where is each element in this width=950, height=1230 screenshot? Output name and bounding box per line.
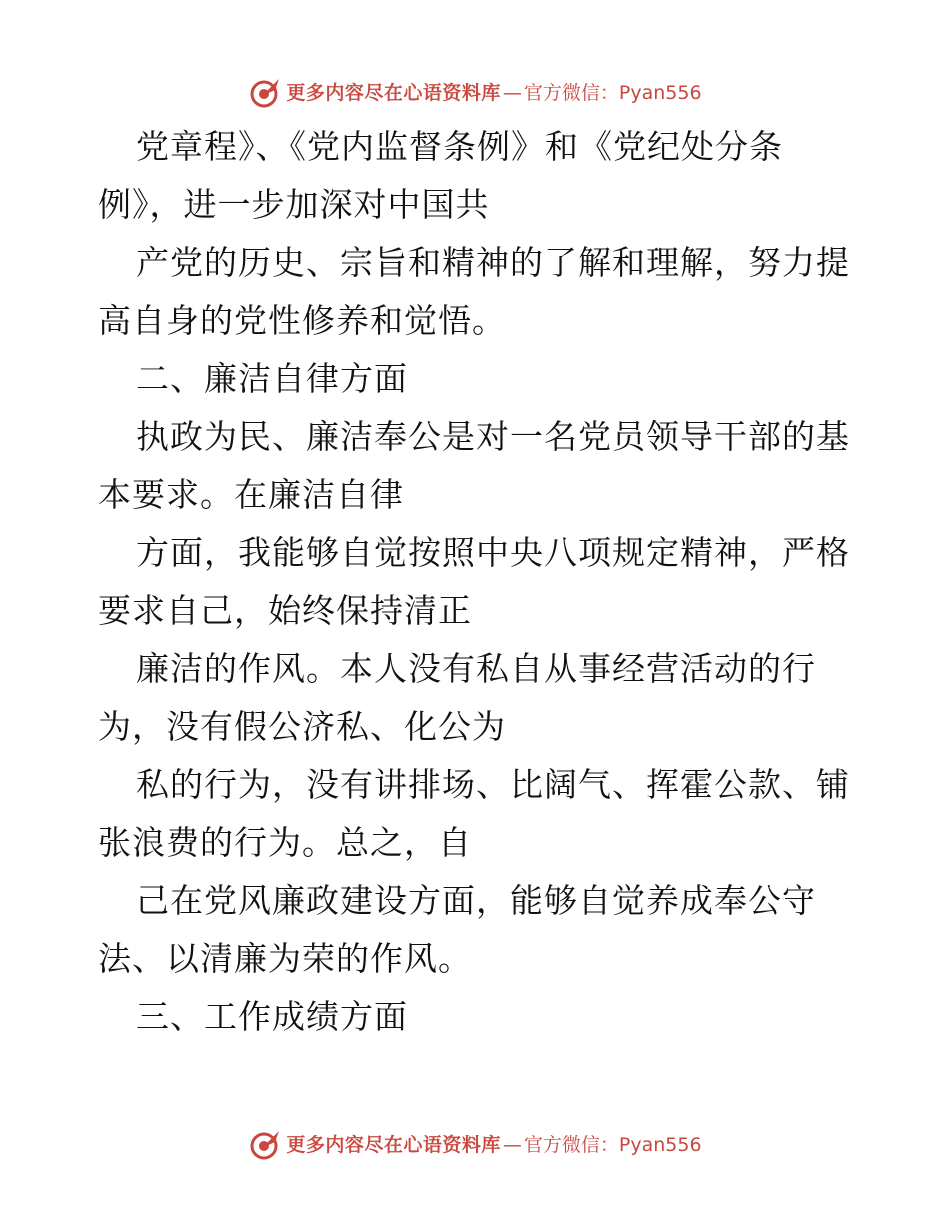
watermark-text: 更多内容尽在心语资料库 [286, 82, 501, 104]
watermark-wechat: 官方微信：Pyan556 [523, 82, 702, 104]
text-line: 二、廉洁自律方面 [136, 359, 408, 398]
text-line: 法、以清廉为荣的作风。 [98, 939, 472, 978]
quill-logo-icon [248, 76, 282, 110]
footer-watermark [0, 1128, 950, 1162]
text-line: 例》，进一步加深对中国共 [98, 185, 490, 224]
text-line: 产党的历史、宗旨和精神的了解和理解，努力提 [136, 243, 850, 282]
watermark-dash: — [502, 1134, 522, 1156]
watermark-dash: — [502, 82, 522, 104]
text-line: 本要求。在廉洁自律 [98, 475, 404, 514]
header-watermark [0, 76, 950, 110]
text-line: 三、工作成绩方面 [136, 997, 408, 1036]
text-line: 廉洁的作风。本人没有私自从事经营活动的行 [136, 649, 816, 688]
text-line: 高自身的党性修养和觉悟。 [98, 301, 506, 340]
document-body [98, 118, 858, 1046]
text-line: 私的行为，没有讲排场、比阔气、挥霍公款、铺 [136, 765, 850, 804]
text-line: 方面，我能够自觉按照中央八项规定精神，严格 [136, 533, 850, 572]
quill-logo-icon [248, 1128, 282, 1162]
text-line: 要求自己，始终保持清正 [98, 591, 472, 630]
text-line: 党章程》、《党内监督条例》和《党纪处分条 [136, 127, 783, 166]
text-line: 张浪费的行为。总之，自 [98, 823, 472, 862]
watermark-text: 更多内容尽在心语资料库 [286, 1134, 501, 1156]
text-line: 执政为民、廉洁奉公是对一名党员领导干部的基 [136, 417, 850, 456]
watermark-wechat: 官方微信：Pyan556 [523, 1134, 702, 1156]
text-line: 为，没有假公济私、化公为 [98, 707, 506, 746]
text-line: 己在党风廉政建设方面，能够自觉养成奉公守 [136, 881, 816, 920]
